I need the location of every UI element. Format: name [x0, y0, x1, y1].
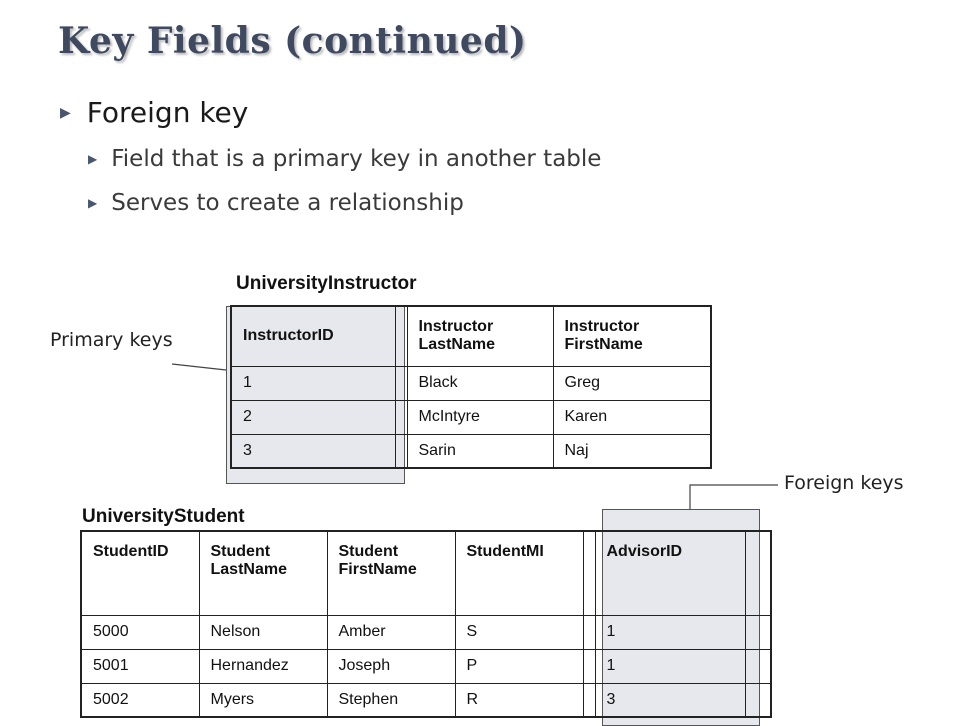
- table-cell: 2: [231, 400, 395, 434]
- table-cell: Myers: [199, 683, 327, 717]
- table-cell: 5000: [81, 615, 199, 649]
- table-cell: 5001: [81, 649, 199, 683]
- table-cell: 1: [231, 366, 395, 400]
- triangle-right-icon: ▶: [88, 196, 98, 210]
- bullet-primary-key-definition: [88, 146, 601, 172]
- column-header: Instructor FirstName: [553, 306, 711, 366]
- instructor-table-caption: UniversityInstructor: [236, 273, 417, 294]
- table-cell: Naj: [553, 434, 711, 468]
- bullet-foreign-key: [60, 96, 248, 129]
- table-cell: 5002: [81, 683, 199, 717]
- table-cell: 1: [595, 615, 745, 649]
- column-header: AdvisorID: [595, 531, 745, 615]
- column-header: InstructorID: [231, 306, 395, 366]
- table-row: [81, 615, 771, 649]
- table-row: [231, 434, 711, 468]
- table-header-row: [231, 306, 711, 366]
- table-cell: Amber: [327, 615, 455, 649]
- primary-keys-label: Primary keys: [50, 329, 173, 351]
- table-cell: 3: [231, 434, 395, 468]
- table-cell: P: [455, 649, 583, 683]
- table-row: [231, 400, 711, 434]
- table-cell: Nelson: [199, 615, 327, 649]
- primary-keys-connector: [172, 364, 226, 370]
- column-header: StudentMI: [455, 531, 583, 615]
- bullet-text: Serves to create a relationship: [111, 190, 464, 216]
- foreign-keys-connector: [690, 485, 778, 509]
- column-header: Instructor LastName: [407, 306, 553, 366]
- table-cell: S: [455, 615, 583, 649]
- table-header-row: [81, 531, 771, 615]
- table-cell: McIntyre: [407, 400, 553, 434]
- student-table-caption: UniversityStudent: [82, 506, 245, 527]
- column-header: Student LastName: [199, 531, 327, 615]
- foreign-keys-label: Foreign keys: [784, 472, 904, 494]
- slide-title: Key Fields (continued): [58, 20, 527, 62]
- table-row: [81, 649, 771, 683]
- bullet-relationship: [88, 190, 464, 216]
- table-cell: 1: [595, 649, 745, 683]
- table-cell: Hernandez: [199, 649, 327, 683]
- table-cell: Sarin: [407, 434, 553, 468]
- triangle-right-icon: ▶: [88, 152, 98, 166]
- table-cell: Karen: [553, 400, 711, 434]
- table-row: [231, 366, 711, 400]
- table-cell: Joseph: [327, 649, 455, 683]
- table-cell: Black: [407, 366, 553, 400]
- table-cell: 3: [595, 683, 745, 717]
- triangle-right-icon: ▶: [60, 104, 71, 121]
- bullet-text: Foreign key: [86, 96, 249, 129]
- table-row: [81, 683, 771, 717]
- instructor-table: [230, 305, 712, 469]
- student-table: [80, 530, 772, 718]
- table-cell: Stephen: [327, 683, 455, 717]
- bullet-text: Field that is a primary key in another table: [111, 146, 602, 172]
- table-cell: Greg: [553, 366, 711, 400]
- column-header: Student FirstName: [327, 531, 455, 615]
- column-header: StudentID: [81, 531, 199, 615]
- table-cell: R: [455, 683, 583, 717]
